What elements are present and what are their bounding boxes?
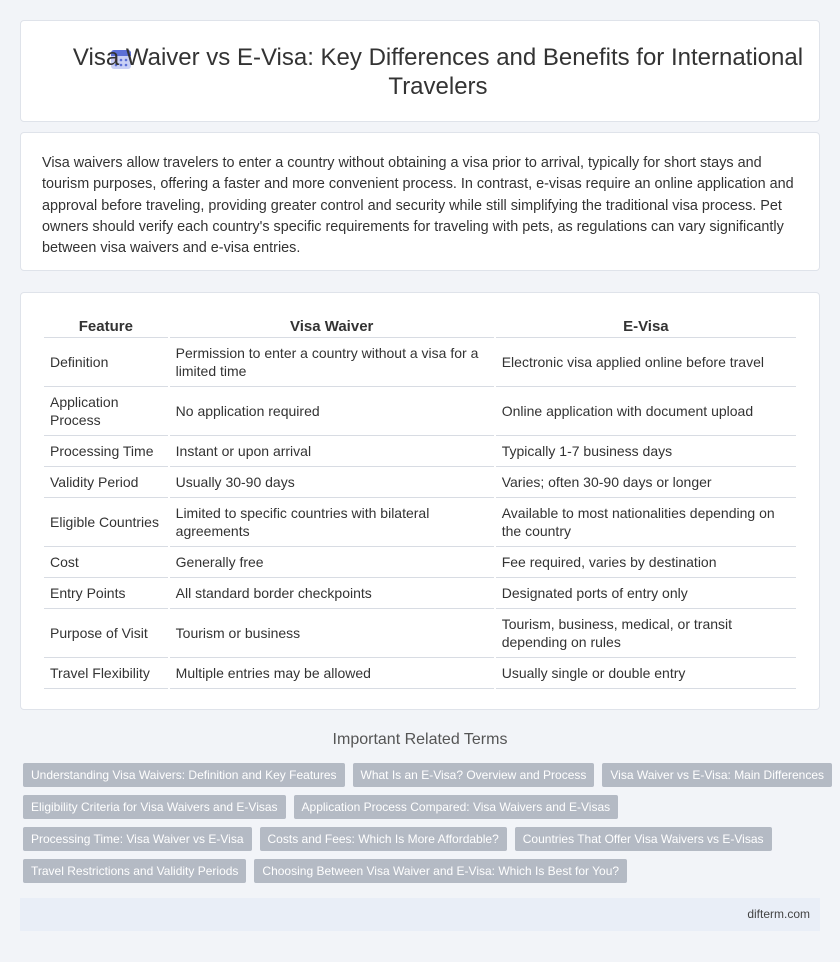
tag-row [23,795,823,819]
footer-site-link[interactable]: difterm.com [747,907,810,921]
feature-cell: Definition [44,338,168,387]
feature-cell: Entry Points [44,578,168,609]
related-term-link[interactable]: Costs and Fees: Which Is More Affordable? [260,827,507,851]
related-term-link[interactable]: What Is an E-Visa? Overview and Process [353,763,595,787]
header-card [20,20,820,122]
table-row [44,658,796,689]
related-term-link[interactable]: Application Process Compared: Visa Waivers and E-Visas [294,795,619,819]
e-visa-cell: Varies; often 30-90 days or longer [496,467,796,498]
related-term-link[interactable]: Countries That Offer Visa Waivers vs E-Visas [515,827,772,851]
comparison-table-card [20,292,820,710]
related-term-link[interactable]: Eligibility Criteria for Visa Waivers and E-Visas [23,795,286,819]
visa-waiver-cell: Permission to enter a country without a visa for a limited time [170,338,494,387]
feature-cell: Validity Period [44,467,168,498]
feature-cell: Eligible Countries [44,498,168,547]
table-row [44,387,796,436]
table-row [44,609,796,658]
visa-waiver-cell: Instant or upon arrival [170,436,494,467]
intro-paragraph: Visa waivers allow travelers to enter a country without obtaining a visa prior to arrival, typically for short stays and tourism purposes, offering a faster and more convenient process. In contrast, e-visas require an online application and approval before traveling, providing greater control and security while still simplifying the traditional visa process. Pet owners should verify each country's specific requirements for traveling with pets, as regulations can vary significantly between visa waivers and e-visa entries. [42,155,794,257]
table-row [44,338,796,387]
feature-cell: Cost [44,547,168,578]
visa-waiver-cell: Multiple entries may be allowed [170,658,494,689]
related-term-link[interactable]: Choosing Between Visa Waiver and E-Visa: Which Is Best for You? [254,859,627,883]
table-row [44,467,796,498]
related-term-link[interactable]: Understanding Visa Waivers: Definition and Key Features [23,763,345,787]
table-row [44,578,796,609]
table-row [44,547,796,578]
table-row [44,498,796,547]
visa-waiver-cell: All standard border checkpoints [170,578,494,609]
related-term-link[interactable]: Visa Waiver vs E-Visa: Main Differences [602,763,832,787]
e-visa-cell: Designated ports of entry only [496,578,796,609]
footer [20,898,820,931]
tag-row [23,859,823,883]
visa-waiver-cell: No application required [170,387,494,436]
visa-waiver-cell: Tourism or business [170,609,494,658]
e-visa-cell: Tourism, business, medical, or transit depending on rules [496,609,796,658]
table-row [44,436,796,467]
e-visa-cell: Electronic visa applied online before travel [496,338,796,387]
feature-cell: Purpose of Visit [44,609,168,658]
feature-cell: Processing Time [44,436,168,467]
table-header-row [44,314,796,338]
related-term-link[interactable]: Processing Time: Visa Waiver vs E-Visa [23,827,252,851]
visa-waiver-cell: Limited to specific countries with bilateral agreements [170,498,494,547]
related-terms-title: Important Related Terms [332,731,508,748]
e-visa-cell: Available to most nationalities depending on the country [496,498,796,547]
intro-card [20,132,820,271]
feature-cell: Travel Flexibility [44,658,168,689]
e-visa-cell: Fee required, varies by destination [496,547,796,578]
page-title: Visa Waiver vs E-Visa: Key Differences and Benefits for International Travelers [72,44,804,100]
related-term-link[interactable]: Travel Restrictions and Validity Periods [23,859,246,883]
e-visa-cell: Online application with document upload [496,387,796,436]
feature-cell: Application Process [44,387,168,436]
tag-row [23,827,823,851]
e-visa-cell: Usually single or double entry [496,658,796,689]
e-visa-cell: Typically 1-7 business days [496,436,796,467]
header-visa-waiver: Visa Waiver [170,314,494,338]
related-terms-list [23,763,823,891]
comparison-table [42,314,798,689]
header-e-visa: E-Visa [496,314,796,338]
header-feature: Feature [44,314,168,338]
visa-waiver-cell: Usually 30-90 days [170,467,494,498]
visa-waiver-cell: Generally free [170,547,494,578]
tag-row [23,763,823,787]
